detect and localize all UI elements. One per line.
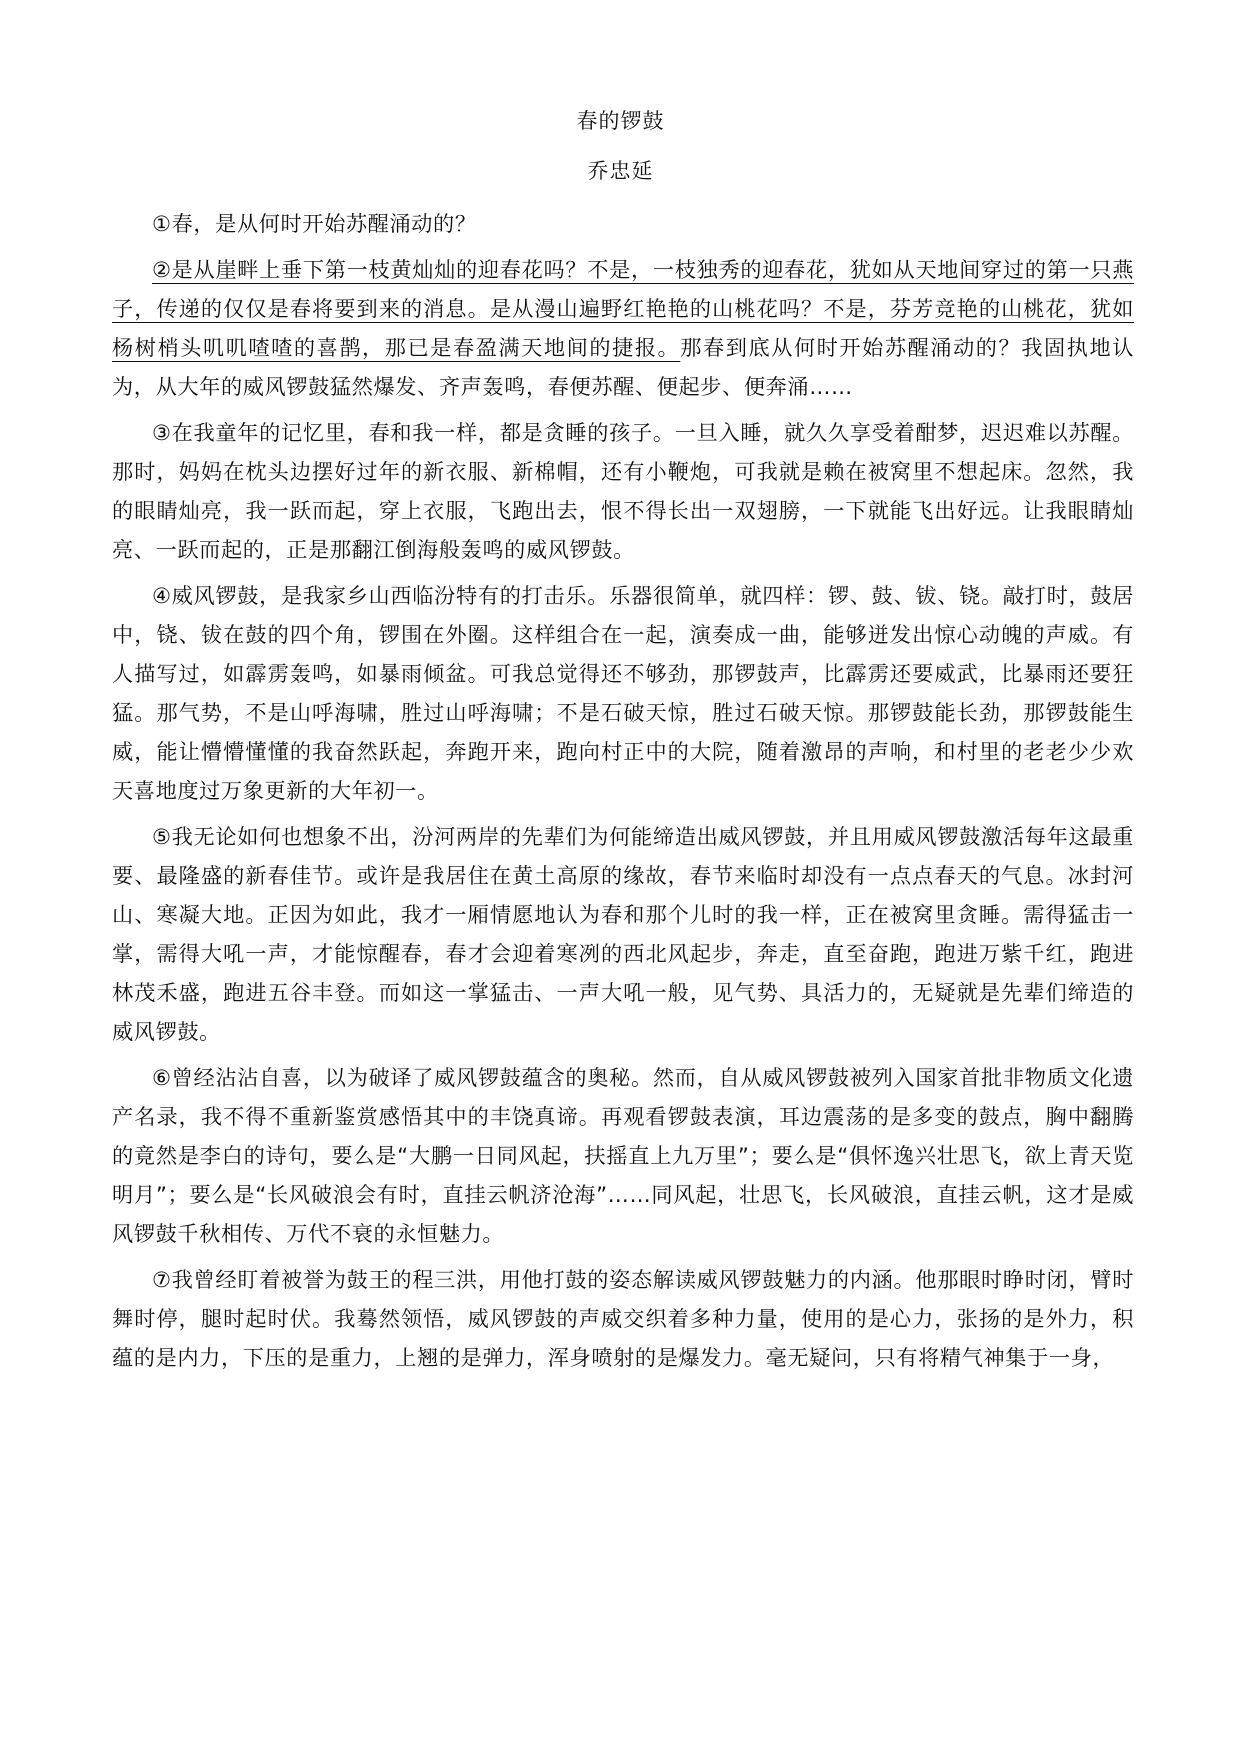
article-body xyxy=(112,204,1134,1384)
paragraph-4 xyxy=(112,576,1134,810)
article-author: 乔忠延 xyxy=(587,159,654,183)
paragraph-text: ①春，是从何时开始苏醒涌动的？ xyxy=(152,211,477,236)
paragraph-5 xyxy=(112,817,1134,1051)
paragraph-text: ⑦我曾经盯着被誉为鼓王的程三洪，用他打鼓的姿态解读威风锣鼓魅力的内涵。他那眼时睁时闭，臂时舞时停，腿时起时伏。我蓦然领悟，威风锣鼓的声威交织着多种力量，使用的是心力，张扬的是外力，积蕴的是内力，下压的是重力，上翘的是弹力，浑身喷射的是爆发力。毫无疑问，只有将精气神集于一身， xyxy=(112,1267,1134,1370)
paragraph-text: ③在我童年的记忆里，春和我一样，都是贪睡的孩子。一旦入睡，就久久享受着酣梦，迟迟难以苏醒。那时，妈妈在枕头边摆好过年的新衣服、新棉帽，还有小鞭炮，可我就是赖在被窝里不想起床。忽然，我的眼睛灿亮，我一跃而起，穿上衣服，飞跑出去，恨不得长出一双翅膀，一下就能飞出好远。让我眼睛灿亮、一跃而起的，正是那翻江倒海般轰鸣的威风锣鼓。 xyxy=(112,420,1134,562)
paragraph-3 xyxy=(112,413,1134,569)
article-title: 春的锣鼓 xyxy=(576,109,665,133)
paragraph-7 xyxy=(112,1260,1134,1377)
paragraph-text: ⑥曾经沾沾自喜，以为破译了威风锣鼓蕴含的奥秘。然而，自从威风锣鼓被列入国家首批非物质文化遗产名录，我不得不重新鉴赏感悟其中的丰饶真谛。再观看锣鼓表演，耳边震荡的是多变的鼓点，胸中翻腾的竟然是李白的诗句，要么是“大鹏一日同风起，扶摇直上九万里”；要么是“俱怀逸兴壮思飞，欲上青天览明月”；要么是“长风破浪会有时，直挂云帆济沧海”……同风起，壮思飞，长风破浪，直挂云帆，这才是威风锣鼓千秋相传、万代不衰的永恒魅力。 xyxy=(112,1065,1134,1246)
paragraph-text: ⑤我无论如何也想象不出，汾河两岸的先辈们为何能缔造出威风锣鼓，并且用威风锣鼓激活每年这最重要、最隆盛的新春佳节。或许是我居住在黄土高原的缘故，春节来临时却没有一点点春天的气息。冰封河山、寒凝大地。正因为如此，我才一厢情愿地认为春和那个儿时的我一样，正在被窝里贪睡。需得猛击一掌，需得大吼一声，才能惊醒春，春才会迎着寒冽的西北风起步，奔走，直至奋跑，跑进万紫千红，跑进林茂禾盛，跑进五谷丰登。而如这一掌猛击、一声大吼一般，见气势、具活力的，无疑就是先辈们缔造的威风锣鼓。 xyxy=(112,824,1134,1044)
paragraph-6 xyxy=(112,1058,1134,1253)
paragraph-text: 那春到底从何时开始苏醒涌动的？我固执地认为，从大年的威风锣鼓猛然爆发、齐声轰鸣，春便苏醒、便起步、便奔涌…… xyxy=(112,335,1134,399)
underlined-text: ②是从崖畔上垂下第一枝黄灿灿的迎春花吗？不是，一枝独秀的迎春花，犹如从天地间穿过的第一只燕子，传递的仅仅是春将要到来的消息。是从漫山遍野红艳艳的山桃花吗？不是，芬芳竞艳的山桃花，犹如杨树梢头叽叽喳喳的喜鹊，那已是春盈满天地间的捷报。 xyxy=(112,257,1134,360)
paragraph-text: ④威风锣鼓，是我家乡山西临汾特有的打击乐。乐器很简单，就四样：锣、鼓、钹、铙。敲打时，鼓居中，铙、钹在鼓的四个角，锣围在外圈。这样组合在一起，演奏成一曲，能够迸发出惊心动魄的声威。有人描写过，如霹雳轰鸣，如暴雨倾盆。可我总觉得还不够劲，那锣鼓声，比霹雳还要威武，比暴雨还要狂猛。那气势，不是山呼海啸，胜过山呼海啸；不是石破天惊，胜过石破天惊。那锣鼓能长劲，那锣鼓能生威，能让懵懵懂懂的我奋然跃起，奔跑开来，跑向村正中的大院，随着激昂的声响，和村里的老老少少欢天喜地度过万象更新的大年初一。 xyxy=(112,583,1134,803)
paragraph-2 xyxy=(112,250,1134,406)
paragraph-1 xyxy=(112,204,1134,243)
